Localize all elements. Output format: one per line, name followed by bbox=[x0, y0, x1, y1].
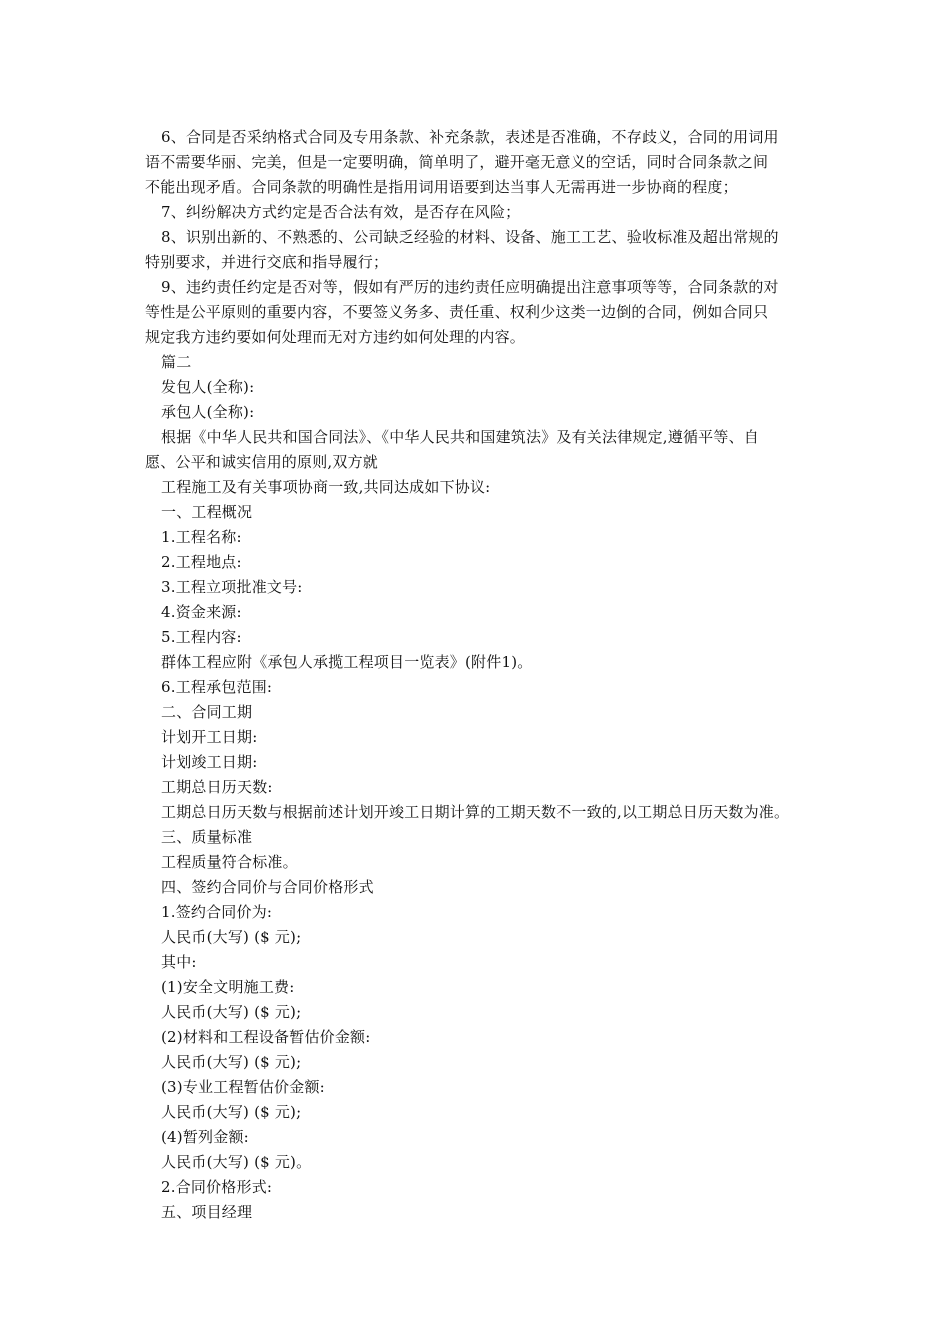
paragraph-line: 工期总日历天数: bbox=[161, 778, 273, 796]
paragraph-line: (3)专业工程暂估价金额: bbox=[161, 1078, 325, 1096]
paragraph-line: (2)材料和工程设备暂估价金额: bbox=[161, 1028, 371, 1046]
paragraph-line: (4)暂列金额: bbox=[161, 1128, 249, 1146]
section-heading: 五、项目经理 bbox=[161, 1203, 253, 1221]
paragraph-line: 5.工程内容: bbox=[161, 628, 242, 646]
paragraph-line: 4.资金来源: bbox=[161, 603, 242, 621]
paragraph-line: 承包人(全称): bbox=[161, 403, 255, 421]
paragraph-line: 6.工程承包范围: bbox=[161, 678, 273, 696]
paragraph-line: 特别要求，并进行交底和指导履行； bbox=[145, 253, 389, 271]
paragraph-line: 规定我方违约要如何处理而无对方违约如何处理的内容。 bbox=[145, 328, 526, 346]
paragraph-line: 人民币(大写) ($ 元); bbox=[161, 1053, 302, 1071]
paragraph-line: 工程质量符合标准。 bbox=[161, 853, 298, 871]
paragraph-line: 2.工程地点: bbox=[161, 553, 242, 571]
paragraph-line: 6、合同是否采纳格式合同及专用条款、补充条款，表述是否准确，不存歧义，合同的用词用 bbox=[161, 128, 779, 146]
section-heading: 二、合同工期 bbox=[161, 703, 253, 721]
paragraph-line: 3.工程立项批准文号: bbox=[161, 578, 303, 596]
paragraph-line: 8、识别出新的、不熟悉的、公司缺乏经验的材料、设备、施工工艺、验收标准及超出常规的 bbox=[161, 228, 779, 246]
paragraph-line: 工程施工及有关事项协商一致,共同达成如下协议: bbox=[161, 478, 491, 496]
paragraph-line: 人民币(大写) ($ 元)。 bbox=[161, 1153, 312, 1171]
paragraph-line: 7、纠纷解决方式约定是否合法有效，是否存在风险； bbox=[161, 203, 521, 221]
paragraph-line: 工期总日历天数与根据前述计划开竣工日期计算的工期天数不一致的,以工期总日历天数为准。 bbox=[161, 803, 790, 821]
paragraph-line: 人民币(大写) ($ 元); bbox=[161, 928, 302, 946]
paragraph-line: (1)安全文明施工费: bbox=[161, 978, 295, 996]
paragraph-line: 其中: bbox=[161, 953, 197, 971]
paragraph-line: 1.签约合同价为: bbox=[161, 903, 273, 921]
section-heading: 三、质量标准 bbox=[161, 828, 253, 846]
paragraph-line: 群体工程应附《承包人承揽工程项目一览表》(附件1)。 bbox=[161, 653, 533, 671]
paragraph-line: 语不需要华丽、完美，但是一定要明确，简单明了，避开毫无意义的空话，同时合同条款之间 bbox=[145, 153, 769, 171]
paragraph-line: 2.合同价格形式: bbox=[161, 1178, 273, 1196]
paragraph-line: 不能出现矛盾。合同条款的明确性是指用词用语要到达当事人无需再进一步协商的程度； bbox=[145, 178, 738, 196]
paragraph-line: 愿、公平和诚实信用的原则,双方就 bbox=[145, 453, 378, 471]
paragraph-line: 人民币(大写) ($ 元); bbox=[161, 1003, 302, 1021]
paragraph-line: 等性是公平原则的重要内容，不要签义务多、责任重、权利少这类一边倒的合同，例如合同只 bbox=[145, 303, 769, 321]
paragraph-line: 根据《中华人民共和国合同法》、《中华人民共和国建筑法》及有关法律规定,遵循平等、自 bbox=[161, 428, 759, 446]
section-heading: 篇二 bbox=[161, 353, 192, 371]
paragraph-line: 发包人(全称): bbox=[161, 378, 255, 396]
section-heading: 一、工程概况 bbox=[161, 503, 253, 521]
section-heading: 四、签约合同价与合同价格形式 bbox=[161, 878, 374, 896]
paragraph-line: 计划竣工日期: bbox=[161, 753, 258, 771]
paragraph-line: 9、违约责任约定是否对等，假如有严厉的违约责任应明确提出注意事项等等，合同条款的对 bbox=[161, 278, 779, 296]
paragraph-line: 计划开工日期: bbox=[161, 728, 258, 746]
paragraph-line: 1.工程名称: bbox=[161, 528, 242, 546]
paragraph-line: 人民币(大写) ($ 元); bbox=[161, 1103, 302, 1121]
